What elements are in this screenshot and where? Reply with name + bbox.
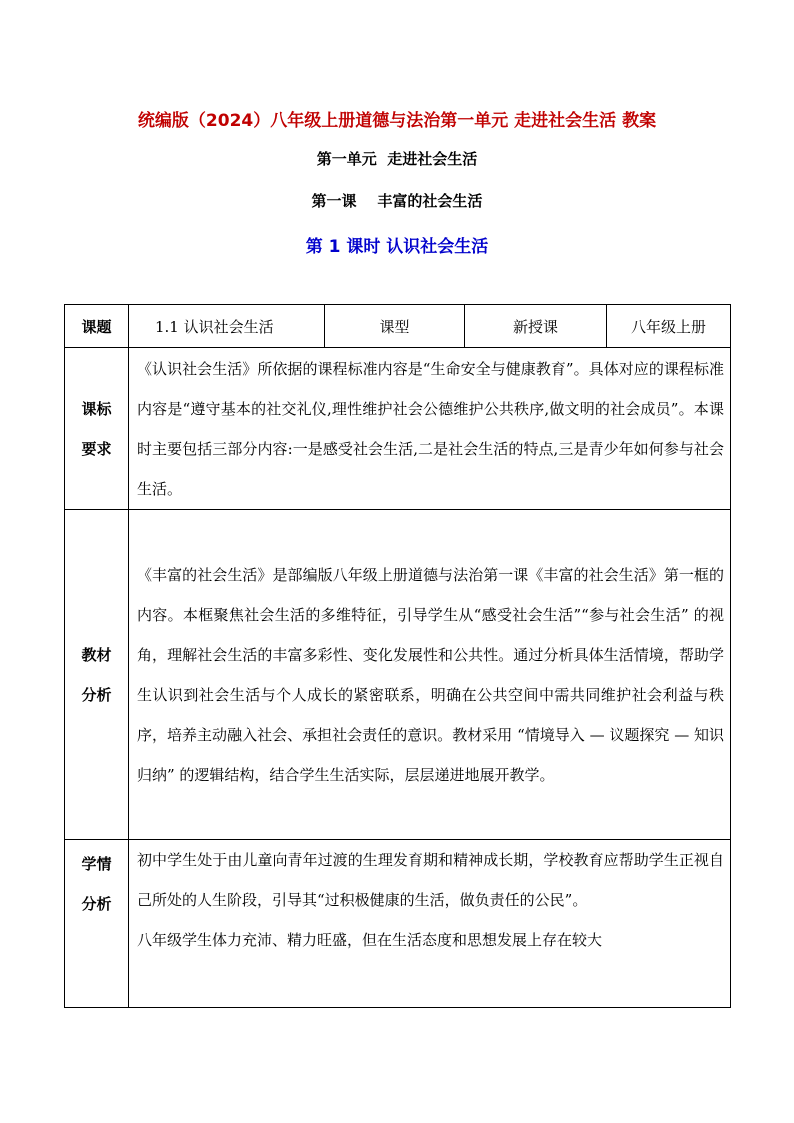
standards-row	[65, 348, 731, 510]
unit-title: 第一单元 走进社会生活	[316, 150, 478, 168]
period-title: 第 1 课时 认识社会生活	[305, 237, 489, 257]
topic-value: 1.1 认识社会生活	[129, 305, 325, 348]
document-title: 统编版（2024）八年级上册道德与法治第一单元 走进社会生活 教案	[137, 111, 657, 131]
students-paragraph-2: 八年级学生体力充沛、精力旺盛，但在生活态度和思想发展上存在较大	[137, 931, 603, 949]
material-label-line2: 分析	[81, 685, 112, 704]
students-row	[65, 840, 731, 1008]
students-label-line2: 分析	[81, 895, 112, 913]
students-label	[65, 840, 129, 1008]
material-content	[129, 510, 731, 840]
students-content	[129, 840, 731, 1008]
type-value: 新授课	[465, 305, 607, 348]
material-label-line1: 教材	[81, 645, 112, 664]
students-paragraph-1: 初中学生处于由儿童向青年过渡的生理发育期和精神成长期，学校教育应帮助学生正视自己所处的人生阶段，引导其“过积极健康的生活，做负责任的公民”。	[137, 851, 724, 909]
standards-content	[129, 348, 731, 510]
students-label-line1: 学情	[81, 855, 112, 873]
standards-label-line2: 要求	[81, 439, 112, 458]
standards-label-line1: 课标	[81, 399, 112, 418]
table-header-row	[65, 305, 731, 348]
lesson-title: 第一课 丰富的社会生活	[311, 192, 483, 210]
material-label	[65, 510, 129, 840]
material-row	[65, 510, 731, 840]
standards-text: 《认识社会生活》所依据的课程标准内容是“生命安全与健康教育”。具体对应的课程标准内容是“遵守基本的社交礼仪,理性维护社会公德维护公共秩序,做文明的社会成员”。本课时主要包括三部分内容:一是感受社会生活,二是社会生活的特点,三是青少年如何参与社会生活。	[137, 359, 724, 498]
material-text: 《丰富的社会生活》是部编版八年级上册道德与法治第一课《丰富的社会生活》第一框的内容。本框聚焦社会生活的多维特征，引导学生从“感受社会生活”“参与社会生活” 的视角，理解社会生活的丰富多彩性、变化发展性和公共性。通过分析具体生活情境，帮助学生认识到社会生活与个人成长的紧密联系，明确在公共空间中需共同维护社会利益与秩序，培养主动融入社会、承担社会责任的意识。教材采用 “情境导入 — 议题探究 — 知识归纳” 的逻辑结构，结合学生生活实际，层层递进地展开教学。	[137, 565, 724, 784]
type-label: 课型	[325, 305, 465, 348]
grade-value: 八年级上册	[607, 305, 731, 348]
lesson-plan-table	[64, 304, 731, 1008]
topic-label: 课题	[65, 305, 129, 348]
standards-label	[65, 348, 129, 510]
